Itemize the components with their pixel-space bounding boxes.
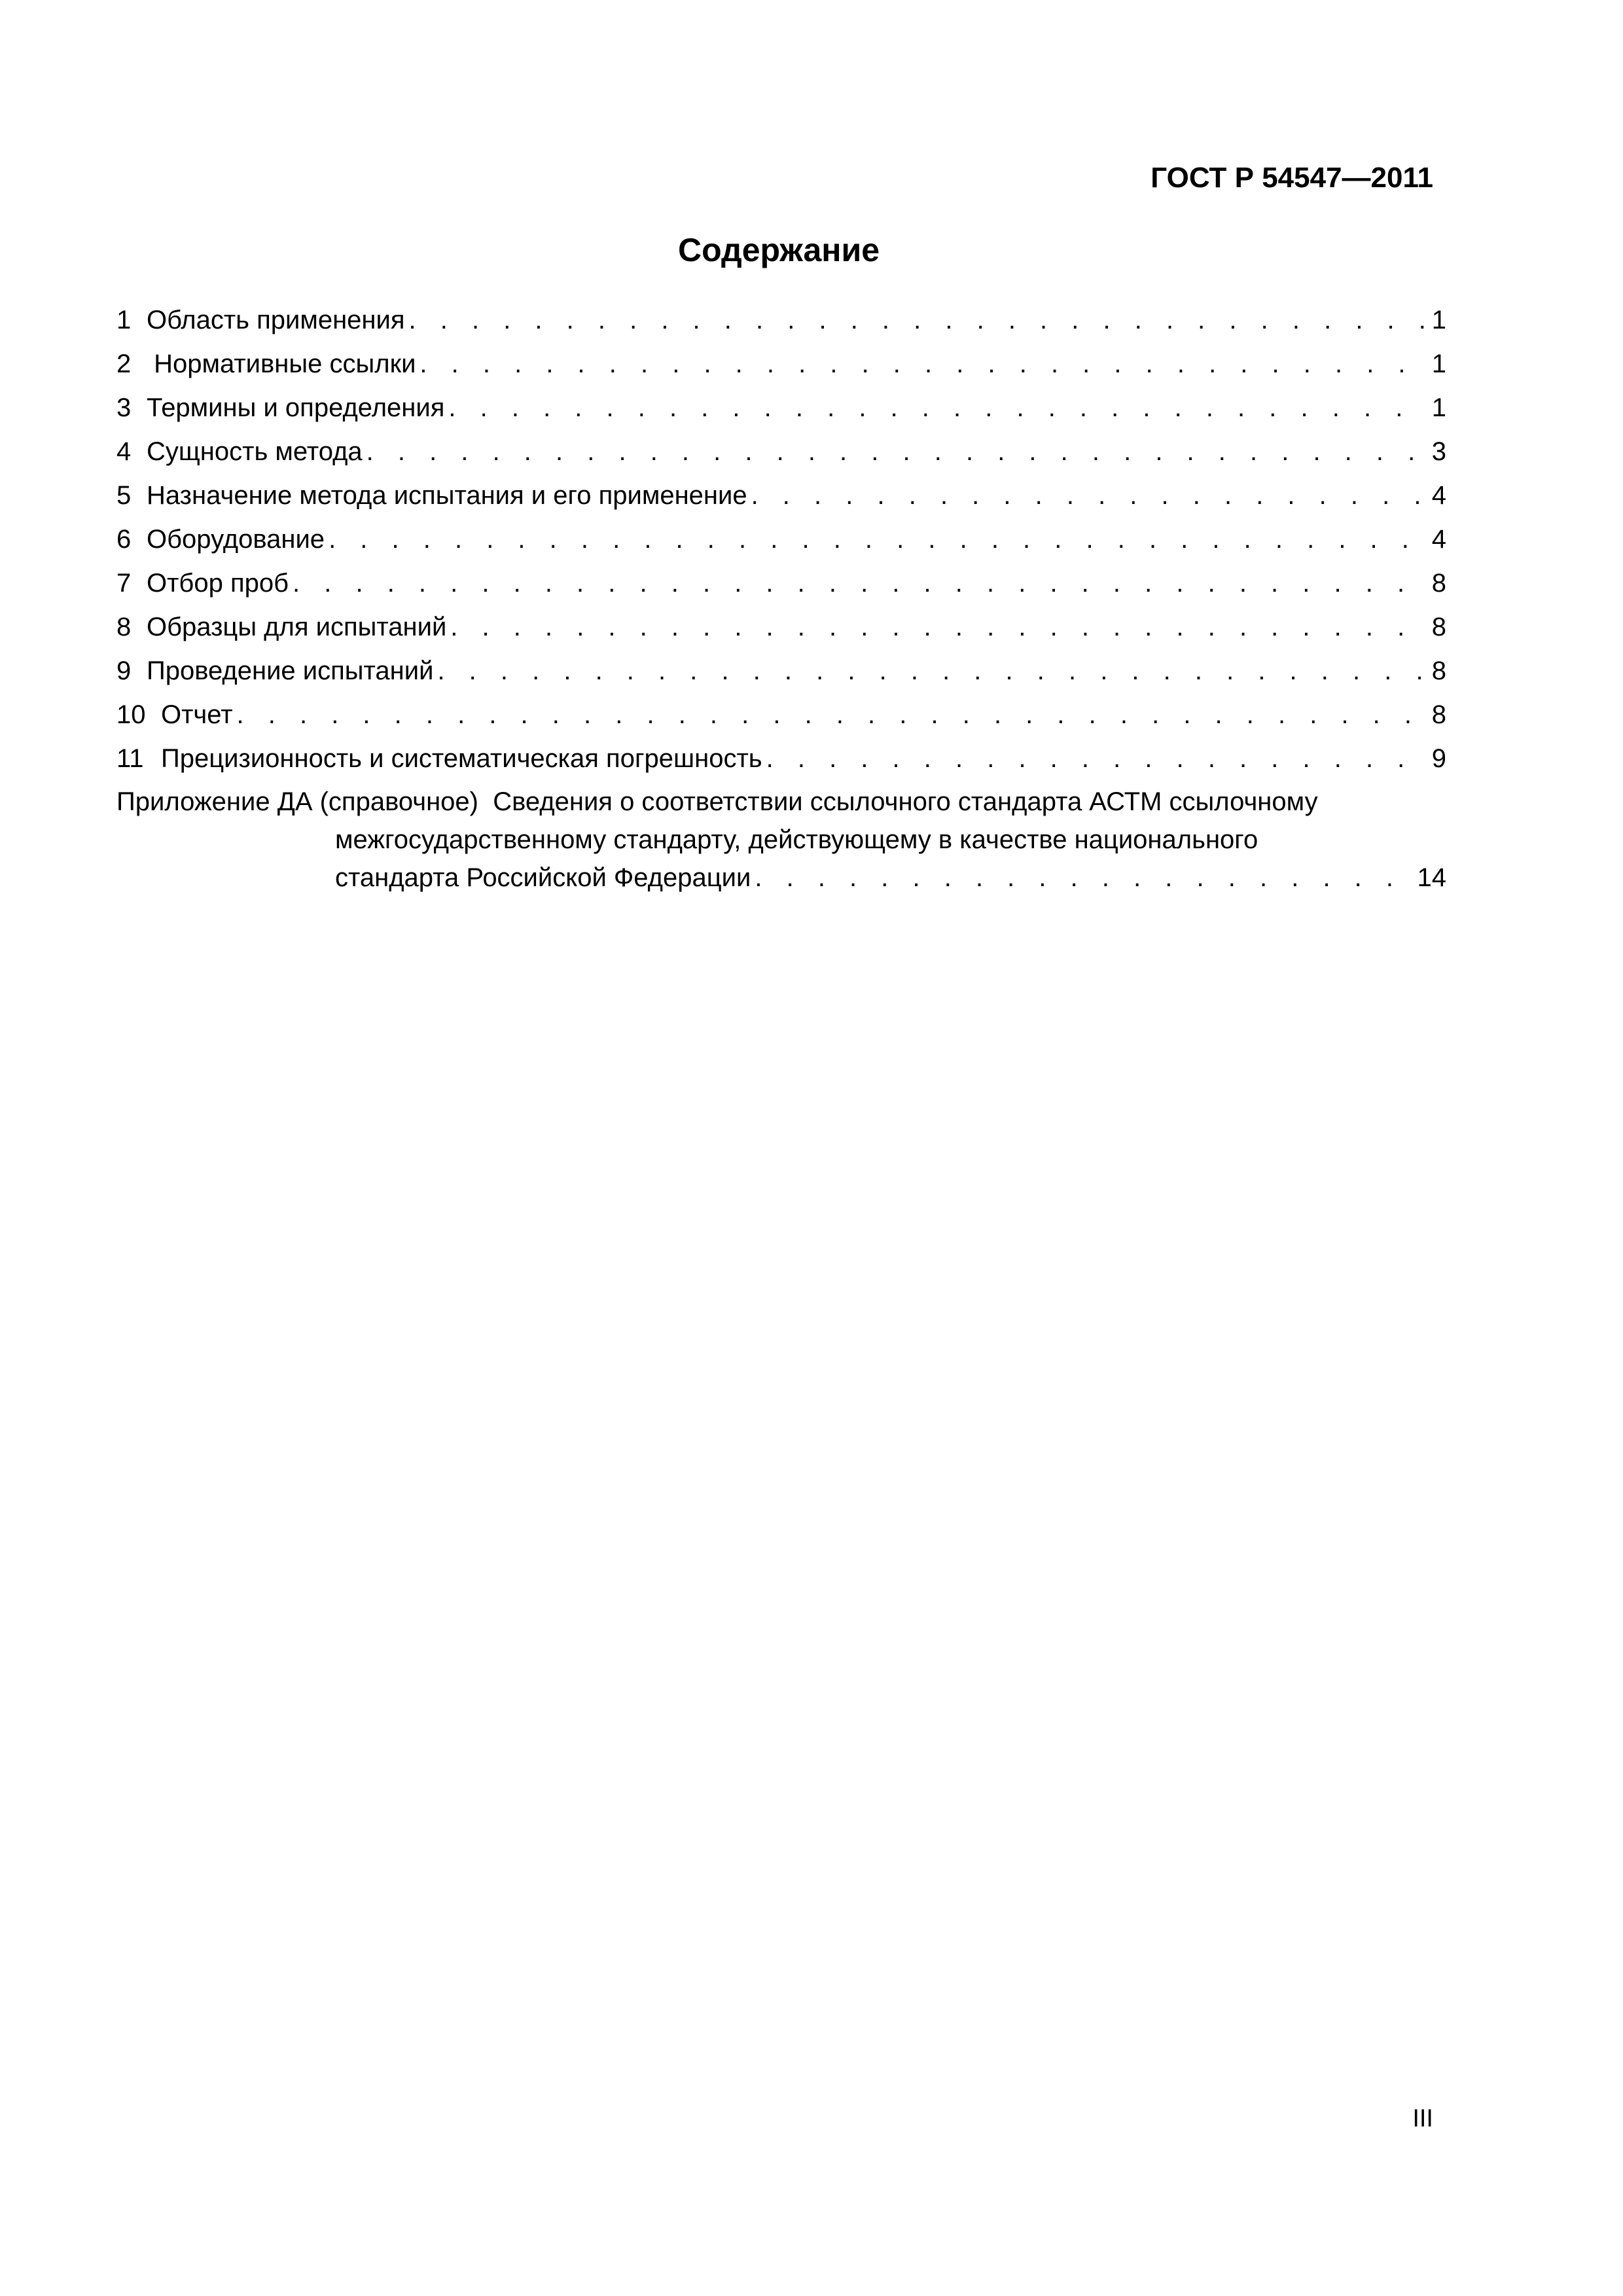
toc-entry-number: 10	[116, 700, 146, 729]
dot-leader	[363, 430, 1425, 474]
appendix-title-last-line	[116, 859, 1446, 897]
toc-entry-page: 8	[1431, 700, 1446, 729]
document-code: ГОСТ Р 54547—2011	[1150, 162, 1433, 194]
toc-entry-number: 11	[116, 744, 144, 773]
dot-leader	[747, 474, 1425, 518]
toc-entry-label: Прецизионность и систематическая погрешность	[161, 744, 762, 773]
toc-entry-number: 1	[116, 306, 132, 334]
toc-entry[interactable]	[116, 693, 1446, 737]
toc-entry[interactable]	[116, 430, 1446, 474]
dot-leader	[416, 342, 1425, 386]
appendix-page: 14	[1417, 863, 1446, 892]
toc-entry-page: 1	[1431, 393, 1446, 422]
appendix-title-line: межгосударственному стандарту, действующему в качестве национального	[335, 825, 1258, 854]
dot-leader	[405, 298, 1425, 342]
dot-leader	[433, 649, 1425, 693]
toc-entry-page: 1	[1431, 306, 1446, 334]
table-of-contents	[116, 298, 1446, 781]
toc-entry-number: 4	[116, 437, 132, 466]
appendix-title-line: Приложение ДА (справочное) Сведения о соответствии ссылочного стандарта АСТМ ссылочному	[116, 787, 1318, 816]
dot-leader	[762, 737, 1425, 781]
toc-entry-label: Оборудование	[147, 525, 325, 554]
dot-leader	[325, 518, 1425, 562]
dot-leader	[751, 859, 1410, 897]
toc-entry[interactable]	[116, 737, 1446, 781]
toc-entry[interactable]	[116, 386, 1446, 430]
dot-leader	[446, 605, 1425, 649]
toc-entry[interactable]	[116, 474, 1446, 518]
toc-entry-page: 4	[1431, 481, 1446, 510]
toc-entry-label: Образцы для испытаний	[147, 613, 447, 641]
dot-leader	[233, 693, 1425, 737]
toc-entry[interactable]	[116, 562, 1446, 605]
toc-entry-number: 8	[116, 613, 132, 641]
toc-entry-page: 4	[1431, 525, 1446, 554]
toc-entry-page: 3	[1431, 437, 1446, 466]
toc-entry[interactable]	[116, 649, 1446, 693]
toc-entry-label: Нормативные ссылки	[147, 350, 416, 378]
toc-entry[interactable]	[116, 298, 1446, 342]
appendix-title-line: стандарта Российской Федерации	[335, 863, 751, 892]
toc-entry-label: Проведение испытаний	[147, 656, 434, 685]
toc-entry[interactable]	[116, 342, 1446, 386]
toc-entry-number: 3	[116, 393, 132, 422]
toc-entry-number: 7	[116, 569, 132, 598]
toc-entry-number: 2	[116, 350, 132, 378]
toc-entry-number: 5	[116, 481, 132, 510]
page-number: III	[1412, 2105, 1433, 2132]
toc-appendix-entry[interactable]	[116, 783, 1446, 897]
toc-entry-page: 8	[1431, 569, 1446, 598]
toc-entry-number: 6	[116, 525, 132, 554]
toc-entry-page: 8	[1431, 656, 1446, 685]
toc-entry-number: 9	[116, 656, 132, 685]
dot-leader	[444, 386, 1425, 430]
toc-entry-label: Назначение метода испытания и его применение	[147, 481, 747, 510]
toc-entry-label: Сущность метода	[147, 437, 363, 466]
toc-entry-label: Отбор проб	[147, 569, 289, 598]
toc-entry-page: 8	[1431, 613, 1446, 641]
toc-title: Содержание	[677, 232, 880, 268]
toc-entry-label: Область применения	[147, 306, 405, 334]
toc-entry[interactable]	[116, 605, 1446, 649]
toc-entry[interactable]	[116, 518, 1446, 562]
toc-entry-label: Термины и определения	[147, 393, 445, 422]
dot-leader	[289, 562, 1425, 605]
toc-entry-page: 9	[1431, 744, 1446, 773]
toc-entry-label: Отчет	[161, 700, 233, 729]
toc-entry-page: 1	[1431, 350, 1446, 378]
